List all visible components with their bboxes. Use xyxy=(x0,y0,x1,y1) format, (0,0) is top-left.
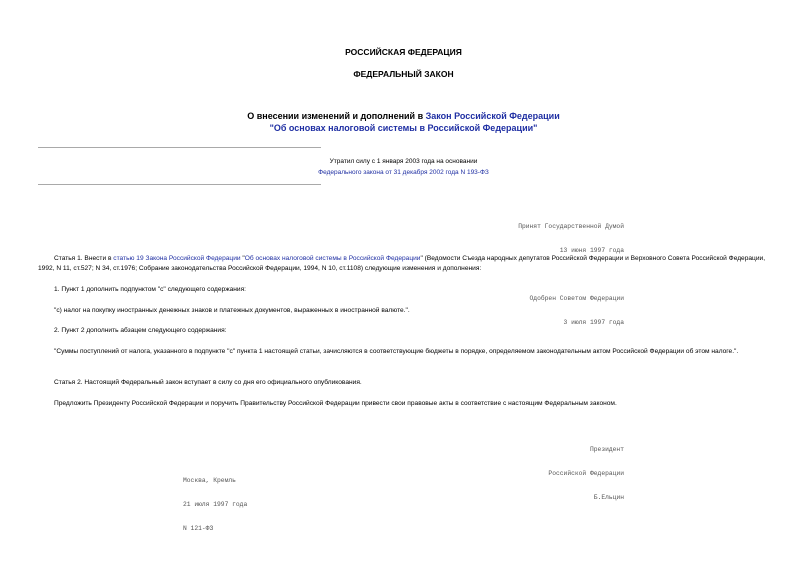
paragraph: 2. Пункт 2 дополнить абзацем следующего содержания: xyxy=(54,327,227,334)
adoption-council: Одобрен Советом Федерации xyxy=(529,295,624,302)
article-1 xyxy=(38,254,770,274)
divider-top xyxy=(38,147,321,148)
law-name-link[interactable]: "Об основах налоговой системы в Российской Федерации" xyxy=(269,123,538,133)
paragraph: "с) налог на покупку иностранных денежных знаков и платежных документов, выраженных в иностранной валюте.". xyxy=(54,307,410,314)
document-title xyxy=(0,110,807,134)
tax-system-link[interactable]: Об основах налоговой системы в Российской Федерации xyxy=(244,255,421,262)
signature-name: Б.Ельцин xyxy=(593,494,624,501)
signature-block xyxy=(548,430,624,510)
signature-country: Российской Федерации xyxy=(548,470,624,477)
status-block xyxy=(0,157,807,177)
header-doc-type: ФЕДЕРАЛЬНЫЙ ЗАКОН xyxy=(353,69,454,79)
signature-role: Президент xyxy=(589,446,624,453)
title-prefix: О внесении изменений и дополнений в xyxy=(247,111,426,121)
paragraph: Статья 2. Настоящий Федеральный закон вступает в силу со дня его официального опубликования. xyxy=(54,379,362,386)
place-date-block xyxy=(183,461,247,541)
adoption-duma: Принят Государственной Думой xyxy=(518,223,624,230)
adoption-council-date: 3 июля 1997 года xyxy=(563,319,624,326)
article19-link[interactable]: статью 19 Закона Российской Федерации xyxy=(113,255,241,262)
article1-mid: " xyxy=(240,255,245,262)
place: Москва, Кремль xyxy=(183,477,236,484)
paragraph: Предложить Президенту Российской Федерации и поручить Правительству Российской Федерации привести свои правовые акты в соответствие с настоящим Федеральным законом. xyxy=(54,400,617,407)
paragraph: 1. Пункт 1 дополнить подпунктом "с" следующего содержания: xyxy=(54,286,246,293)
adoption-duma-date: 13 июня 1997 года xyxy=(559,247,624,254)
law-number: N 121-ФЗ xyxy=(183,525,214,532)
article1-suffix: " (Ведомости Съезда народных депутатов Российской Федерации и Верховного Совета Российской Федерации, 1992, N 11, ст.527; N 34, ст.1976; Собрание законодательства Российской Федерации, 1994, N 10, ст.1108) следующие изменения и дополнения: xyxy=(38,255,766,272)
status-link[interactable]: Федерального закона от 31 декабря 2002 года N 193-ФЗ xyxy=(318,169,489,176)
paragraph: "Суммы поступлений от налога, указанного в подпункте "с" пункта 1 настоящей статьи, зачисляются в соответствующие бюджеты в порядке, определяемом законодательным актом Российской Федерации об этом налоге.". xyxy=(54,348,739,355)
law-link[interactable]: Закон Российской Федерации xyxy=(425,111,560,121)
divider-bottom xyxy=(38,184,321,185)
date: 21 июля 1997 года xyxy=(183,501,248,508)
article1-prefix: Статья 1. Внести в xyxy=(54,255,114,262)
status-line: Утратил силу с 1 января 2003 года на основании xyxy=(329,158,478,165)
header-country: РОССИЙСКАЯ ФЕДЕРАЦИЯ xyxy=(345,47,462,57)
